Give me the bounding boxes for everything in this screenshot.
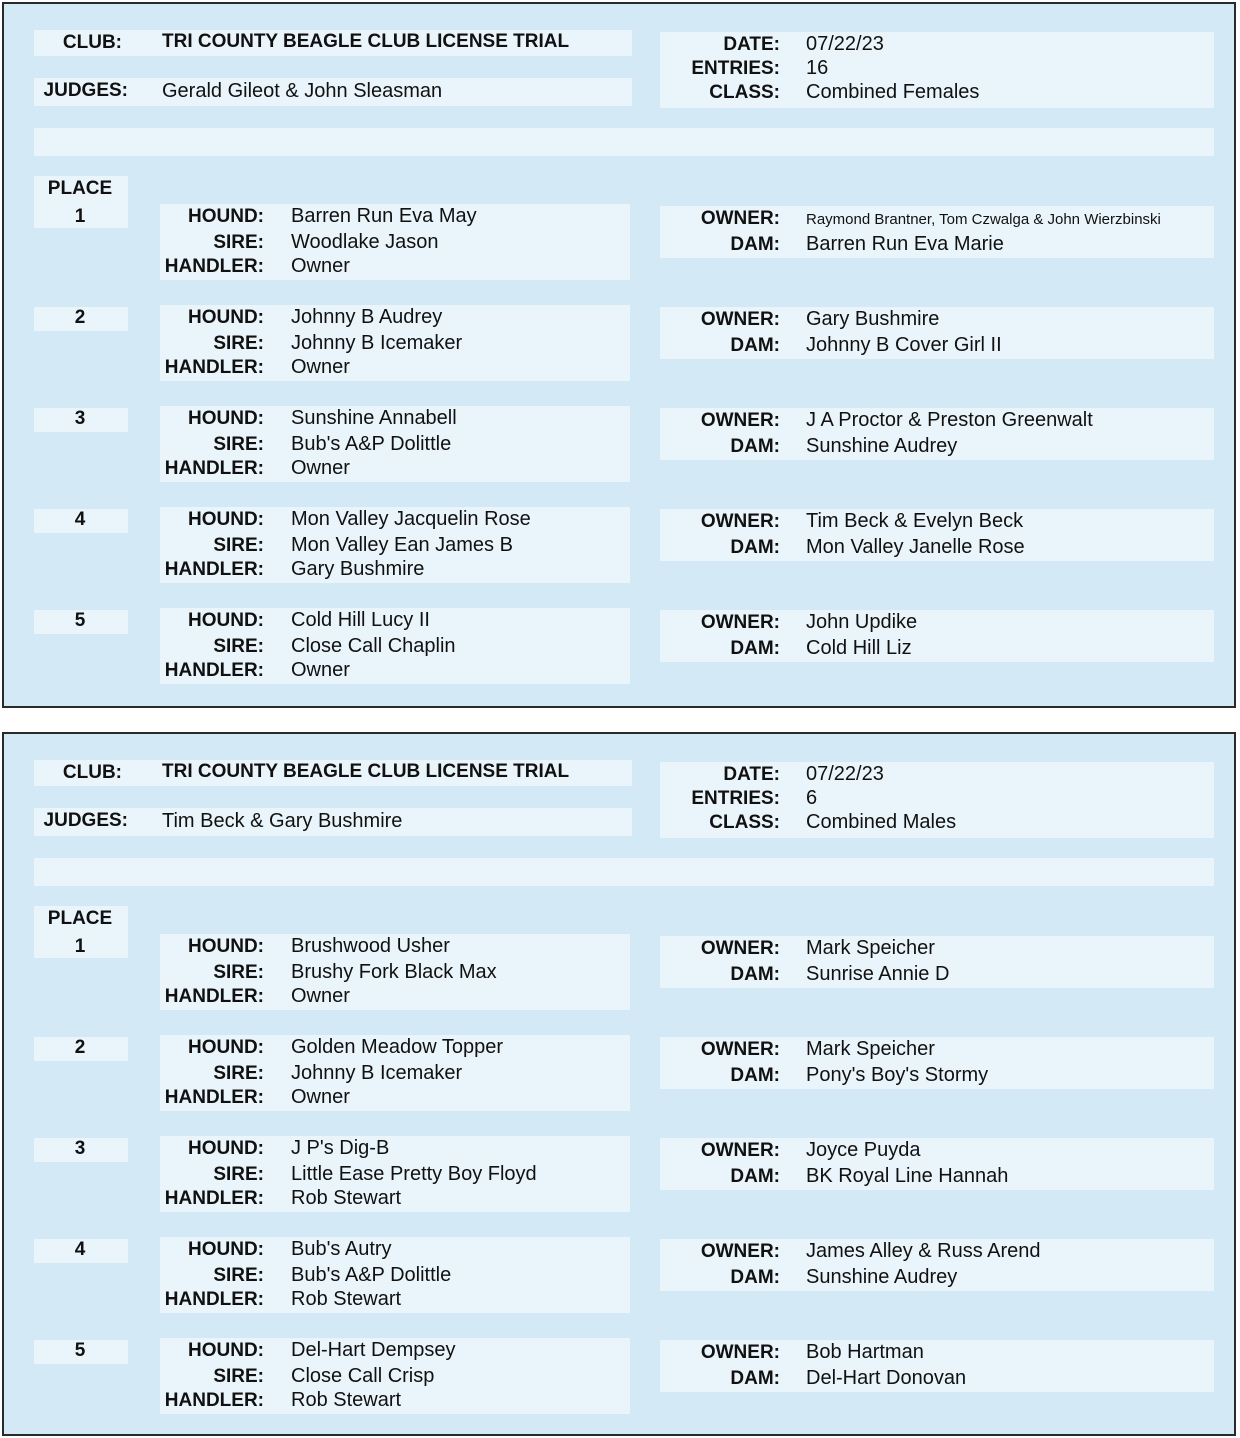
handler-name: Owner [291, 457, 350, 479]
hound-label: HOUND: [188, 1138, 264, 1159]
results-sheet-males [2, 732, 1236, 1436]
sire-label: SIRE: [213, 962, 264, 983]
sire-label: SIRE: [213, 636, 264, 657]
owner-label: OWNER: [700, 309, 780, 330]
hound-name: Cold Hill Lucy II [291, 609, 430, 631]
handler-name: Owner [291, 985, 350, 1007]
handler-name: Owner [291, 1086, 350, 1108]
dam-name: Johnny B Cover Girl II [806, 334, 1002, 356]
sire-name: Bub's A&P Dolittle [291, 433, 452, 455]
owner-name: Mark Speicher [806, 937, 935, 959]
hound-label: HOUND: [188, 1239, 264, 1260]
handler-name: Rob Stewart [291, 1389, 402, 1411]
entries-value: 6 [806, 787, 818, 809]
sire-name: Mon Valley Ean James B [291, 534, 513, 556]
owner-label: OWNER: [700, 1241, 780, 1262]
entries-label: ENTRIES: [691, 788, 780, 809]
handler-label: HANDLER: [164, 1188, 264, 1209]
handler-label: HANDLER: [164, 986, 264, 1007]
dam-label: DAM: [730, 1166, 780, 1187]
owner-name: Raymond Brantner, Tom Czwalga & John Wierzbinski [806, 211, 1161, 228]
sire-label: SIRE: [213, 1265, 264, 1286]
hound-label: HOUND: [188, 509, 264, 530]
dam-name: Del-Hart Donovan [806, 1367, 967, 1389]
sire-name: Little Ease Pretty Boy Floyd [291, 1163, 537, 1185]
sire-label: SIRE: [213, 434, 264, 455]
place-number: 3 [74, 1138, 86, 1159]
handler-label: HANDLER: [164, 559, 264, 580]
sire-label: SIRE: [213, 1063, 264, 1084]
owner-name: Tim Beck & Evelyn Beck [806, 510, 1024, 532]
sire-name: Johnny B Icemaker [291, 332, 463, 354]
dam-label: DAM: [730, 436, 780, 457]
owner-label: OWNER: [700, 1342, 780, 1363]
dam-label: DAM: [730, 1267, 780, 1288]
place-number: 4 [74, 509, 86, 530]
hound-label: HOUND: [188, 936, 264, 957]
dam-name: Pony's Boy's Stormy [806, 1064, 989, 1086]
handler-name: Owner [291, 255, 350, 277]
dam-name: Mon Valley Janelle Rose [806, 536, 1025, 558]
hound-name: Barren Run Eva May [291, 205, 477, 227]
owner-name: Mark Speicher [806, 1038, 935, 1060]
hound-name: Golden Meadow Topper [291, 1036, 503, 1058]
place-header: PLACE [47, 908, 113, 929]
place-number: 3 [74, 408, 86, 429]
handler-name: Rob Stewart [291, 1187, 402, 1209]
dam-name: Sunshine Audrey [806, 1266, 958, 1288]
hound-name: Johnny B Audrey [291, 306, 443, 328]
spacer-bar [34, 858, 1214, 886]
class-label: CLASS: [709, 82, 780, 103]
place-number: 2 [74, 307, 86, 328]
date-label: DATE: [723, 764, 780, 785]
owner-label: OWNER: [700, 511, 780, 532]
owner-label: OWNER: [700, 938, 780, 959]
sire-label: SIRE: [213, 535, 264, 556]
owner-name: J A Proctor & Preston Greenwalt [806, 409, 1093, 431]
class-value: Combined Females [806, 81, 980, 103]
place-number: 2 [74, 1037, 86, 1058]
handler-label: HANDLER: [164, 1390, 264, 1411]
judges-label: JUDGES: [43, 80, 128, 101]
dam-label: DAM: [730, 1065, 780, 1086]
owner-label: OWNER: [700, 208, 780, 229]
owner-name: John Updike [806, 611, 918, 633]
hound-label: HOUND: [188, 408, 264, 429]
class-label: CLASS: [709, 812, 780, 833]
judges-label: JUDGES: [43, 810, 128, 831]
club-label: CLUB: [62, 762, 122, 783]
place-number: 5 [74, 1340, 86, 1361]
judges-value: Gerald Gileot & John Sleasman [162, 80, 443, 102]
hound-label: HOUND: [188, 610, 264, 631]
hound-name: Mon Valley Jacquelin Rose [291, 508, 531, 530]
handler-label: HANDLER: [164, 256, 264, 277]
hound-label: HOUND: [188, 206, 264, 227]
handler-name: Rob Stewart [291, 1288, 402, 1310]
dam-name: Cold Hill Liz [806, 637, 912, 659]
club-name: TRI COUNTY BEAGLE CLUB LICENSE TRIAL [162, 31, 570, 52]
owner-label: OWNER: [700, 1140, 780, 1161]
place-number: 1 [74, 936, 86, 957]
entries-value: 16 [806, 57, 829, 79]
handler-label: HANDLER: [164, 458, 264, 479]
place-number: 5 [74, 610, 86, 631]
owner-label: OWNER: [700, 410, 780, 431]
handler-label: HANDLER: [164, 660, 264, 681]
dam-label: DAM: [730, 537, 780, 558]
sire-name: Close Call Crisp [291, 1365, 435, 1387]
owner-name: Joyce Puyda [806, 1139, 921, 1161]
owner-name: James Alley & Russ Arend [806, 1240, 1041, 1262]
hound-name: Bub's Autry [291, 1238, 392, 1260]
handler-label: HANDLER: [164, 1289, 264, 1310]
handler-name: Owner [291, 356, 350, 378]
sire-name: Close Call Chaplin [291, 635, 456, 657]
sire-name: Johnny B Icemaker [291, 1062, 463, 1084]
hound-label: HOUND: [188, 1037, 264, 1058]
sire-name: Brushy Fork Black Max [291, 961, 497, 983]
hound-name: Del-Hart Dempsey [291, 1339, 456, 1361]
date-value: 07/22/23 [806, 33, 884, 55]
place-number: 1 [74, 206, 86, 227]
sire-label: SIRE: [213, 232, 264, 253]
date-label: DATE: [723, 34, 780, 55]
spacer-bar [34, 128, 1214, 156]
owner-name: Bob Hartman [806, 1341, 924, 1363]
handler-label: HANDLER: [164, 1087, 264, 1108]
hound-name: Brushwood Usher [291, 935, 450, 957]
club-name: TRI COUNTY BEAGLE CLUB LICENSE TRIAL [162, 761, 570, 782]
sire-label: SIRE: [213, 1366, 264, 1387]
dam-label: DAM: [730, 335, 780, 356]
results-sheet-females [2, 2, 1236, 708]
hound-name: Sunshine Annabell [291, 407, 457, 429]
dam-label: DAM: [730, 638, 780, 659]
owner-label: OWNER: [700, 1039, 780, 1060]
dam-name: Sunshine Audrey [806, 435, 958, 457]
club-label: CLUB: [62, 32, 122, 53]
dam-name: Barren Run Eva Marie [806, 233, 1004, 255]
dam-name: BK Royal Line Hannah [806, 1165, 1009, 1187]
sire-label: SIRE: [213, 1164, 264, 1185]
sire-name: Bub's A&P Dolittle [291, 1264, 452, 1286]
date-value: 07/22/23 [806, 763, 884, 785]
place-header: PLACE [47, 178, 113, 199]
class-value: Combined Males [806, 811, 957, 833]
owner-name: Gary Bushmire [806, 308, 940, 330]
place-number: 4 [74, 1239, 86, 1260]
dam-name: Sunrise Annie D [806, 963, 950, 985]
handler-label: HANDLER: [164, 357, 264, 378]
sire-name: Woodlake Jason [291, 231, 439, 253]
dam-label: DAM: [730, 234, 780, 255]
hound-label: HOUND: [188, 307, 264, 328]
owner-label: OWNER: [700, 612, 780, 633]
entries-label: ENTRIES: [691, 58, 780, 79]
dam-label: DAM: [730, 1368, 780, 1389]
sire-label: SIRE: [213, 333, 264, 354]
hound-name: J P's Dig-B [291, 1137, 390, 1159]
judges-value: Tim Beck & Gary Bushmire [162, 810, 403, 832]
handler-name: Gary Bushmire [291, 558, 425, 580]
hound-label: HOUND: [188, 1340, 264, 1361]
handler-name: Owner [291, 659, 350, 681]
dam-label: DAM: [730, 964, 780, 985]
